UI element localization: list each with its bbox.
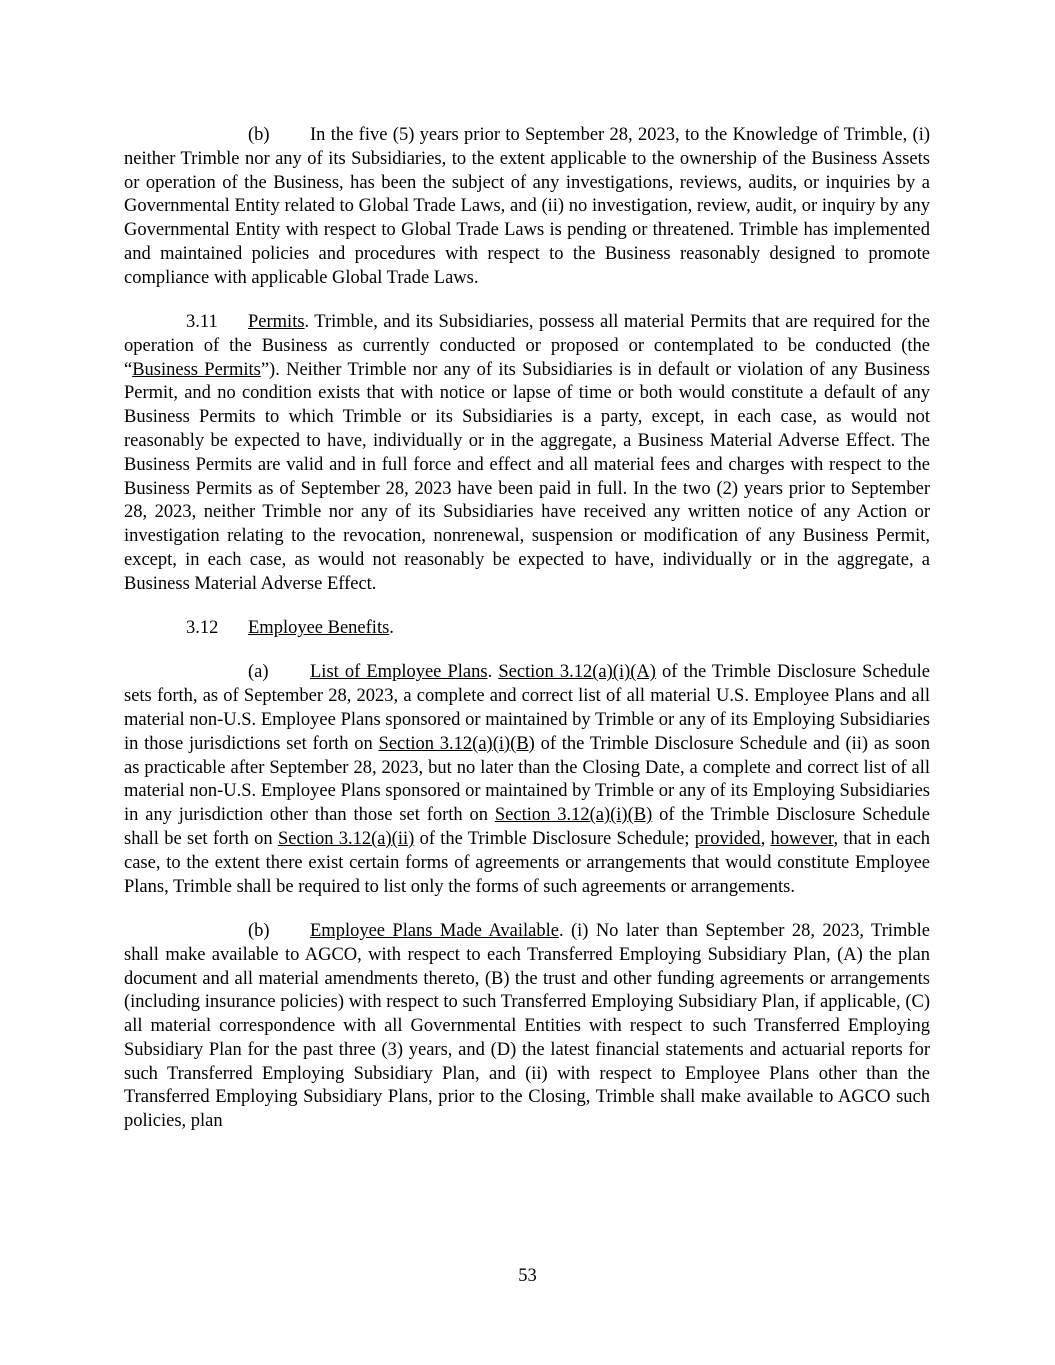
paragraph-3-12-b [124,920,930,1134]
paragraph-text: . (i) No later than September 28, 2023, Trimble shall make available to AGCO, with respect to each Transferred Employing Subsidiary Plan, (A) the plan document and all material amendments thereto, (B) the trust and other funding agreements or arrangements (including insurance policies) with respect to such Transferred Employing Subsidiary Plan, if applicable, (C) all material correspondence with all Governmental Entities with respect to such Transferred Employing Subsidiary Plan for the past three (3) years, and (D) the latest financial statements and actuarial reports for such Transferred Employing Subsidiary Plan, and (ii) with respect to Employee Plans other than the Transferred Employing Subsidiary Plans, prior to the Closing, Trimble shall make available to AGCO such policies, plan [124,920,930,1132]
subsection-label: (a) [248,662,269,683]
paragraph-3-12-a [124,661,930,899]
paragraph-text: . [487,662,499,683]
subsection-label: (b) [248,920,270,941]
paragraph-text: In the five (5) years prior to September 28, 2023, to the Knowledge of Trimble, (i) neither Trimble nor any of its Subsidiaries, to the extent applicable to the ownership of the Business Assets or operation of the Business, has been the subject of any investigations, reviews, audits, or inquiries by a Governmental Entity related to Global Trade Laws, and (ii) no investigation, review, audit, or inquiry by any Governmental Entity with respect to Global Trade Laws is pending or threatened. Trimble has implemented and maintained policies and procedures with respect to the Business reasonably designed to promote compliance with applicable Global Trade Laws. [124,125,930,288]
paragraph-3-10-b [124,124,930,291]
section-3-12-heading [124,617,930,641]
paragraph-text: of the Trimble Disclosure Schedule; [414,829,695,850]
paragraph-text: . Trimble, and its Subsidiaries, possess all material Permits that are required for the operation of the Business as currently conducted or proposed or contemplated to be conducted (the “ [124,312,930,380]
subsection-label: (b) [248,125,270,145]
proviso-term: provided [694,829,761,850]
section-3-11-permits [124,311,930,597]
proviso-term: however [770,829,834,850]
subsection-title: Employee Plans Made Available [310,920,559,941]
cross-reference: Section 3.12(a)(ii) [277,829,415,850]
paragraph-text: of the Trimble Disclosure Schedule shall be set forth on [124,805,931,850]
section-number: 3.11 [186,312,218,333]
section-number: 3.12 [186,618,219,639]
document-page [124,124,930,1155]
section-title: Employee Benefits [248,618,390,639]
paragraph-text: of the Trimble Disclosure Schedule sets forth, as of September 28, 2023, a complete and correct list of all material U.S. Employee Plans and all material non-U.S. Employee Plans sponsored or maintained by Trimble or any of its Employing Subsidiaries in those jurisdictions set forth on [124,662,930,754]
section-title: Permits [248,312,305,333]
paragraph-text: of the Trimble Disclosure Schedule and (ii) as soon as practicable after September 28, 2023, but no later than the Closing Date, a complete and correct list of all material non-U.S. Employee Plans sponsored or maintained by Trimble or any of its Employing Subsidiaries in any jurisdiction other than those set forth on [124,733,930,826]
cross-reference: Section 3.12(a)(i)(B) [378,733,535,754]
subsection-title: List of Employee Plans [310,662,488,683]
defined-term: Business Permits [132,359,261,380]
paragraph-text: , that in each case, to the extent there exist certain forms of agreements or arrangements that would constitute Employee Plans, Trimble shall be required to list only the forms of such agreements or arrangements. [124,829,931,897]
heading-period: . [389,618,394,639]
cross-reference: Section 3.12(a)(i)(A) [498,662,656,683]
proviso-comma: , [760,829,766,850]
paragraph-text: ”). Neither Trimble nor any of its Subsidiaries is in default or violation of any Business Permit, and no condition exists that with notice or lapse of time or both would constitute a default of any Business Permits to which Trimble or its Subsidiaries is a party, except, in each case, as would not reasonably be expected to have, individually or in the aggregate, a Business Material Adverse Effect. The Business Permits are valid and in full force and effect and all material fees and charges with respect to the Business Permits as of September 28, 2023 have been paid in full. In the two (2) years prior to September 28, 2023, neither Trimble nor any of its Subsidiaries have received any written notice of any Action or investigation relating to the revocation, nonrenewal, suspension or modification of any Business Permit, except, in each case, as would not reasonably be expected to have, individually or in the aggregate, a Business Material Adverse Effect. [124,359,930,594]
page-number: 53 [518,1266,537,1286]
cross-reference: Section 3.12(a)(i)(B) [494,805,653,826]
